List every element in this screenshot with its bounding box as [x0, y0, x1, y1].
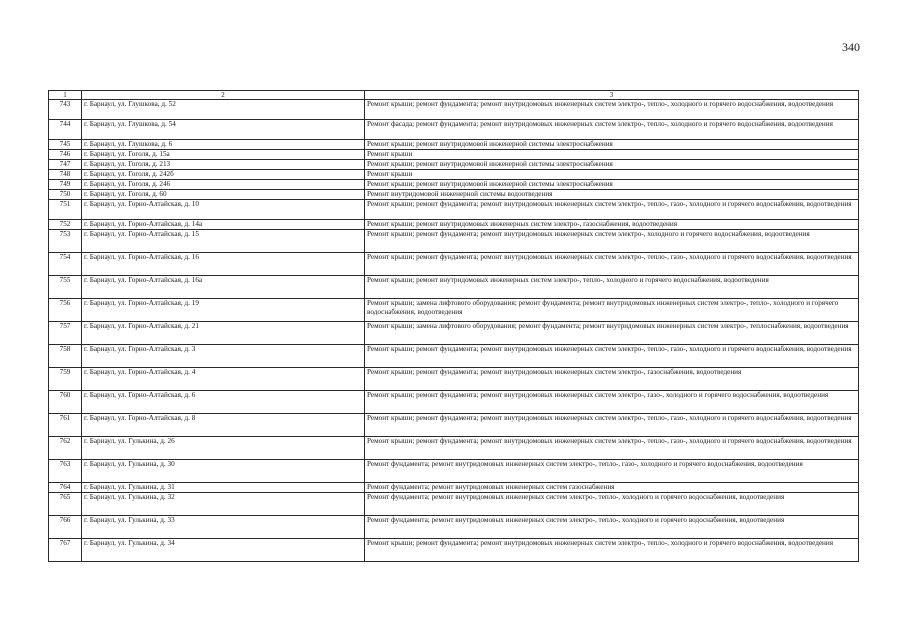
- row-address: г. Барнаул, ул. Горно-Алтайская, д. 8: [82, 414, 365, 437]
- row-address: г. Барнаул, ул. Гулькина, д. 32: [82, 493, 365, 516]
- row-number: 743: [49, 100, 82, 120]
- row-address: г. Барнаул, ул. Горно-Алтайская, д. 6: [82, 391, 365, 414]
- column-header-number: 1: [49, 91, 82, 100]
- table-row: [49, 483, 859, 493]
- row-number: 746: [49, 150, 82, 160]
- table-header-row: [49, 91, 859, 100]
- table-row: [49, 493, 859, 516]
- row-number: 747: [49, 160, 82, 170]
- row-works: Ремонт крыши; ремонт фундамента; ремонт внутридомовых инженерных систем электро-, холодного и горячего водоснабжения, водоотведения: [365, 230, 859, 253]
- table-row: [49, 322, 859, 345]
- row-works: Ремонт крыши; ремонт внутридомовых инженерных систем электро-, тепло-, холодного и горячего водоснабжения, водоотведения: [365, 276, 859, 299]
- table-row: [49, 120, 859, 140]
- row-works: Ремонт фасада; ремонт фундамента; ремонт внутридомовых инженерных систем электро-, тепло-, холодного и горячего водоснабжения, водоотведения: [365, 120, 859, 140]
- row-address: г. Барнаул, ул. Глушкова, д. 6: [82, 140, 365, 150]
- row-works: Ремонт крыши; ремонт фундамента; ремонт внутридомовых инженерных систем электро-, тепло-, газо-, холодного и горячего водоснабжения, водоотведения: [365, 253, 859, 276]
- row-works: Ремонт крыши; ремонт внутридомовой инженерной системы электроснабжения: [365, 160, 859, 170]
- row-number: 766: [49, 516, 82, 539]
- table-row: [49, 253, 859, 276]
- row-address: г. Барнаул, ул. Горно-Алтайская, д. 16: [82, 253, 365, 276]
- row-number: 763: [49, 460, 82, 483]
- row-address: г. Барнаул, ул. Горно-Алтайская, д. 10: [82, 200, 365, 220]
- row-number: 748: [49, 170, 82, 180]
- row-number: 744: [49, 120, 82, 140]
- row-number: 751: [49, 200, 82, 220]
- row-works: Ремонт крыши; ремонт фундамента; ремонт внутридомовых инженерных систем электро-, тепло-, газо-, холодного и горячего водоснабжения, водоотведения: [365, 414, 859, 437]
- table-row: [49, 230, 859, 253]
- row-works: Ремонт крыши; замена лифтового оборудования; ремонт фундамента; ремонт внутридомовых инженерных систем электро-, теплоснабжения, водоотведения: [365, 322, 859, 345]
- row-number: 760: [49, 391, 82, 414]
- row-number: 750: [49, 190, 82, 200]
- row-works: Ремонт крыши; ремонт фундамента; ремонт внутридомовых инженерных систем электро-, тепло-, холодного и горячего водоснабжения, водоотведения: [365, 100, 859, 120]
- row-number: 753: [49, 230, 82, 253]
- table-row: [49, 180, 859, 190]
- row-address: г. Барнаул, ул. Горно-Алтайская, д. 21: [82, 322, 365, 345]
- row-number: 758: [49, 345, 82, 368]
- table-row: [49, 200, 859, 220]
- table-row: [49, 140, 859, 150]
- table-row: [49, 150, 859, 160]
- row-number: 767: [49, 539, 82, 562]
- row-address: г. Барнаул, ул. Горно-Алтайская, д. 4: [82, 368, 365, 391]
- row-address: г. Барнаул, ул. Гулькина, д. 26: [82, 437, 365, 460]
- row-works: Ремонт крыши; ремонт фундамента; ремонт внутридомовых инженерных систем электро-, тепло-, холодного и горячего водоснабжения, водоотведения: [365, 539, 859, 562]
- table-row: [49, 460, 859, 483]
- row-number: 764: [49, 483, 82, 493]
- row-number: 755: [49, 276, 82, 299]
- row-works: Ремонт крыши; ремонт фундамента; ремонт внутридомовых инженерных систем электро-, тепло-, газо-, холодного и горячего водоснабжения, водоотведения: [365, 200, 859, 220]
- row-address: г. Барнаул, ул. Гоголя, д. 213: [82, 160, 365, 170]
- row-number: 762: [49, 437, 82, 460]
- row-number: 761: [49, 414, 82, 437]
- table-row: [49, 368, 859, 391]
- table-row: [49, 170, 859, 180]
- row-number: 745: [49, 140, 82, 150]
- table-row: [49, 516, 859, 539]
- table-row: [49, 391, 859, 414]
- row-works: Ремонт крыши; ремонт фундамента; ремонт внутридомовых инженерных систем электро-, тепло-, газо-, холодного и горячего водоснабжения, водоотведения: [365, 345, 859, 368]
- row-address: г. Барнаул, ул. Гулькина, д. 30: [82, 460, 365, 483]
- row-number: 757: [49, 322, 82, 345]
- row-works: Ремонт крыши: [365, 170, 859, 180]
- repair-registry-table: [48, 90, 859, 562]
- row-number: 749: [49, 180, 82, 190]
- row-works: Ремонт фундамента; ремонт внутридомовых инженерных систем электро-, тепло-, газо-, холодного и горячего водоснабжения, водоотведения: [365, 460, 859, 483]
- table-row: [49, 100, 859, 120]
- row-works: Ремонт фундамента; ремонт внутридомовых инженерных систем электро-, тепло-, холодного и горячего водоснабжения, водоотведения: [365, 493, 859, 516]
- row-address: г. Барнаул, ул. Гулькина, д. 33: [82, 516, 365, 539]
- row-number: 756: [49, 299, 82, 322]
- row-address: г. Барнаул, ул. Гоголя, д. 60: [82, 190, 365, 200]
- table-row: [49, 437, 859, 460]
- row-number: 752: [49, 220, 82, 230]
- row-works: Ремонт крыши; ремонт внутридомовой инженерной системы электроснабжения: [365, 180, 859, 190]
- row-address: г. Барнаул, ул. Гоголя, д. 246: [82, 180, 365, 190]
- row-works: Ремонт крыши; ремонт фундамента; ремонт внутридомовых инженерных систем электро-, газо-, холодного и горячего водоснабжения, водоотведения: [365, 391, 859, 414]
- row-number: 759: [49, 368, 82, 391]
- table-row: [49, 414, 859, 437]
- row-address: г. Барнаул, ул. Гоголя, д. 242б: [82, 170, 365, 180]
- row-number: 754: [49, 253, 82, 276]
- row-address: г. Барнаул, ул. Горно-Алтайская, д. 19: [82, 299, 365, 322]
- row-address: г. Барнаул, ул. Горно-Алтайская, д. 15: [82, 230, 365, 253]
- row-works: Ремонт фундамента; ремонт внутридомовых инженерных систем газоснабжения: [365, 483, 859, 493]
- row-works: Ремонт внутридомовой инженерной системы водоотведения: [365, 190, 859, 200]
- row-works: Ремонт крыши; ремонт фундамента; ремонт внутридомовых инженерных систем электро-, газоснабжения, водоотведения: [365, 368, 859, 391]
- column-header-works: 3: [365, 91, 859, 100]
- column-header-address: 2: [82, 91, 365, 100]
- table-row: [49, 345, 859, 368]
- row-works: Ремонт крыши; ремонт внутридомовой инженерной системы электроснабжения: [365, 140, 859, 150]
- table-row: [49, 190, 859, 200]
- row-address: г. Барнаул, ул. Горно-Алтайская, д. 14а: [82, 220, 365, 230]
- table-row: [49, 160, 859, 170]
- row-works: Ремонт крыши; ремонт фундамента; ремонт внутридомовых инженерных систем электро-, тепло-, газо-, холодного и горячего водоснабжения, водоотведения: [365, 437, 859, 460]
- row-address: г. Барнаул, ул. Гулькина, д. 34: [82, 539, 365, 562]
- row-works: Ремонт крыши: [365, 150, 859, 160]
- table-row: [49, 220, 859, 230]
- row-works: Ремонт фундамента; ремонт внутридомовых инженерных систем электро-, тепло-, холодного и горячего водоснабжения, водоотведения: [365, 516, 859, 539]
- row-address: г. Барнаул, ул. Гоголя, д. 15а: [82, 150, 365, 160]
- row-address: г. Барнаул, ул. Глушкова, д. 54: [82, 120, 365, 140]
- row-address: г. Барнаул, ул. Гулькина, д. 31: [82, 483, 365, 493]
- row-works: Ремонт крыши; замена лифтового оборудования; ремонт фундамента; ремонт внутридомовых инженерных систем электро-, тепло-, холодного и горячего водоснабжения, водоотведения: [365, 299, 859, 322]
- row-number: 765: [49, 493, 82, 516]
- row-address: г. Барнаул, ул. Горно-Алтайская, д. 16а: [82, 276, 365, 299]
- table-row: [49, 539, 859, 562]
- table-row: [49, 276, 859, 299]
- row-address: г. Барнаул, ул. Горно-Алтайская, д. 3: [82, 345, 365, 368]
- row-address: г. Барнаул, ул. Глушкова, д. 52: [82, 100, 365, 120]
- table-row: [49, 299, 859, 322]
- page-number: 340: [842, 40, 860, 54]
- row-works: Ремонт крыши; ремонт внутридомовых инженерных систем электро-, газоснабжения, водоотведения: [365, 220, 859, 230]
